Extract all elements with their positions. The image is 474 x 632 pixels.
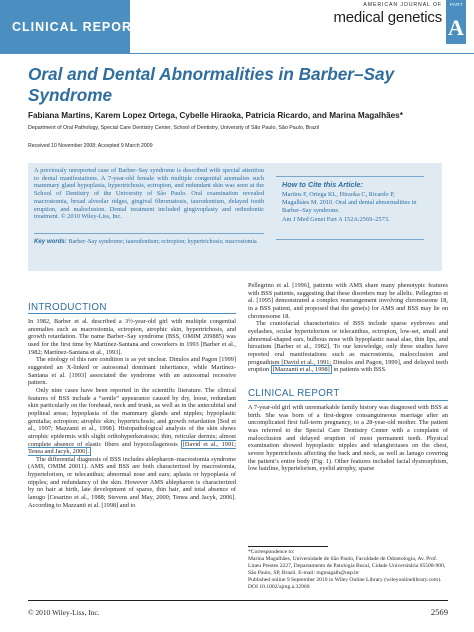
citation-heading: How to Cite this Article: xyxy=(282,180,363,189)
introduction-body xyxy=(28,318,236,509)
keywords-divider xyxy=(34,233,264,234)
right-paragraph-2 xyxy=(248,320,448,374)
journal-title-small: AMERICAN JOURNAL OF xyxy=(363,2,442,8)
affiliation: Department of Oral Pathology, Special Care Dentistry Center, School of Dentistry, University of São Paulo, São Paulo, Brazil xyxy=(28,125,319,131)
right-paragraph-2-text: The craniofacial characteristics of BSS include sparse eyebrows and eyelashes, ocular hypertelorism or telecanthus, ectropion, low-set, small and abnormal-shaped ears, bulbous nose with hypoplastic nasal alae, thin lips, and hirsutism [Barber et al., 1982]. To our knowledge, only three studies have reported oral manifestations such as macrostomia, malocclusion and prognathism [David et al., 1991; Dinulos and Pagon, 1999], and delayed teeth eruption xyxy=(248,320,448,374)
journal-title: medical genetics xyxy=(333,9,442,26)
received-dates: Received 10 November 2008; Accepted 9 March 2009 xyxy=(28,143,153,149)
publication-note: Published online 9 September 2010 in Wiley Online Library (wileyonlinelibrary.com). xyxy=(248,576,442,583)
copyright: © 2010 Wiley-Liss, Inc. xyxy=(28,608,100,617)
part-label: PART xyxy=(449,2,463,7)
clinical-report-body xyxy=(248,404,448,473)
introduction-rule xyxy=(28,313,236,314)
article-title: Oral and Dental Abnormalities in Barber–Say Syndrome xyxy=(28,64,395,105)
clinical-paragraph-1: A 7-year-old girl with unremarkable family history was diagnosed with BSS at birth. She was born of a first-degree consanguineous marriage after an uncomplicated first full-term pregnancy, to a 28-year-old mother. The patient was referred to the Special Care Dentistry Center with a complaint of malocclusion and delayed eruption of most permanent teeth. Physical examination showed hypoplastic nipples and telangiectases on the chest, severe hypertrichosis affecting the back and neck, as well as lanugo covering the patient’s entire body (Fig. 1). Other features included facial dysmorphism, low hairline, hypertelorism, eyelid atrophy, sparse xyxy=(248,404,448,473)
intro-paragraph-1: In 1982, Barber et al. described a 3½-year-old girl with multiple congenital anomalies such as macrostomia, ectropion, atrophic skin, hypertrichosis, and growth retardation. The name Barber–Say syndrome (BSS, OMIM 209885) was used for the first time by Martínez-Santana and coworkers in 1993 [Barber et al., 1982; Martínez-Santana et al., 1993]. xyxy=(28,318,236,356)
clinical-report-rule xyxy=(248,400,448,401)
intro-paragraph-4: The differential diagnosis of BSS includes ablepharon–macrostomia syndrome (AMS, OMIM 20011). AMS and BSS are both characterized by macrostomia, hypertelorism, or telecanthus; abnormal nose and ears; aplasia or hypoplasia of nipples; and redundancy of the skin. However AMS ablepharon is characterized by no hair at birth, late development of sparse, thin hair, and total absence of lanugo [Cesarino et al., 1988; Stevens and May, 2000; Tenea and Jacyk, 2006]. According to Mazzanti et al. [1998] and to xyxy=(28,455,236,509)
right-paragraph-1: Pellegrino et al. [1996], patients with AMS share many phenotypic features with BSS patients, suggesting that these disorders may be allelic. Pellegrino et al. [1995] demonstrated a complex rearrangement involving chromosome 18, in a BSS patient, and proposed that the gene(s) for AMS and BSS may lie on chromosome 18. xyxy=(248,282,448,320)
abstract-text: A previously unreported case of Barber–Say syndrome is described with special attention to dental manifestations. A 7-year-old female with multiple congenital anomalies such mammary gland hypoplasia, hypertrichosis, ectropion, and redundant skin was seen at the School of Dentistry of the University of São Paulo. Oral examination revealed macrostomia, broad alveolar ridges, gingival fibromatosis, taurodontism, delayed tooth eruption, and maloclusion. Dental treatment included gingivoplasty and orthodontic treatment. © 2010 Wiley-Liss, Inc. xyxy=(34,167,264,221)
article-type-banner xyxy=(0,0,141,54)
clinical-report-heading: CLINICAL REPORT xyxy=(248,388,340,399)
header-rule xyxy=(130,53,474,54)
citation-text: Martins F, Ortega KL, Hiraoka C, Ricardo P, Magalhães M. 2010. Oral and dental abnormalities in Barber–Say syndrome. xyxy=(282,191,417,214)
article-type-label: CLINICAL REPORT xyxy=(12,20,141,34)
introduction-heading: INTRODUCTION xyxy=(28,302,107,313)
correspondence-footnote xyxy=(248,549,448,590)
part-letter: A xyxy=(448,15,464,40)
intro-paragraph-3-text: Only nine cases have been reported in the scientific literature. The clinical features of BSS include a “senile” appearance caused by dry, loose, redundant skin particularly on the forehead, neck and trunk, as well as in the antecubital and popliteal areas; hypoplasia of the mammary glands and nipples; hypoplastic genitalia; ectropion; atrophic skin; hypertrichosis; and growth retardation [Sod et al., 1997; Mazzanti et al., 1998]. Histopathological analysis of the skin shows atrophic epidermis with slight orthohyperkeratosis; thin, reticular dermis; almost complete absence of elastic fibers and hypocollagenosis xyxy=(28,386,236,448)
correspondence-label: *Correspondence to: xyxy=(248,549,295,555)
page-number: 2569 xyxy=(430,607,448,617)
keywords-label: Key words: xyxy=(34,238,67,245)
citation-body xyxy=(282,191,422,224)
reference-link[interactable]: [Mazzanti et al., 1998] xyxy=(272,366,330,374)
part-badge xyxy=(446,0,466,44)
keywords-text: Barber–Say syndrome; taurodontism; ectropion; hypertrichosis; macrostomia xyxy=(68,239,257,245)
intro-paragraph-2: The etiology of this rare condition is as yet unclear. Dinulos and Pagon [1999] suggested an X-linked or autosomal dominant inheritance, while Martínez-Santana et al. [1993] associated the syndrome with an autosomal recessive pattern. xyxy=(28,356,236,387)
reference-link[interactable]: [David et al., 1991; Tenea and Jacyk, 2006]. xyxy=(28,440,236,456)
doi[interactable]: DOI 10.1002/ajmg.a.32960 xyxy=(248,583,310,590)
keywords xyxy=(34,238,264,246)
intro-paragraph-3 xyxy=(28,387,236,456)
footer-rule xyxy=(28,600,448,601)
right-paragraph-2-tail: in patients with BSS. xyxy=(333,366,387,374)
author-list: Fabiana Martins, Karem Lopez Ortega, Cybelle Hiraoka, Patricia Ricardo, and Marina Magalhães* xyxy=(28,111,403,120)
right-column-text xyxy=(248,282,448,374)
footnote-rule xyxy=(248,546,328,547)
correspondence-address: Marina Magalhães, Universidade de São Paulo, Faculdade de Odontologia, Av. Prof. Lineu Prestes 2227, Departamento de Patologia Bucal, Cidade Universitária 05508-900, São Paulo, SP, Brazil. E-mail: mgmagalh@usp.br xyxy=(248,555,446,576)
citation-reference: Am J Med Genet Part A 152A:2569–2573. xyxy=(282,216,390,224)
